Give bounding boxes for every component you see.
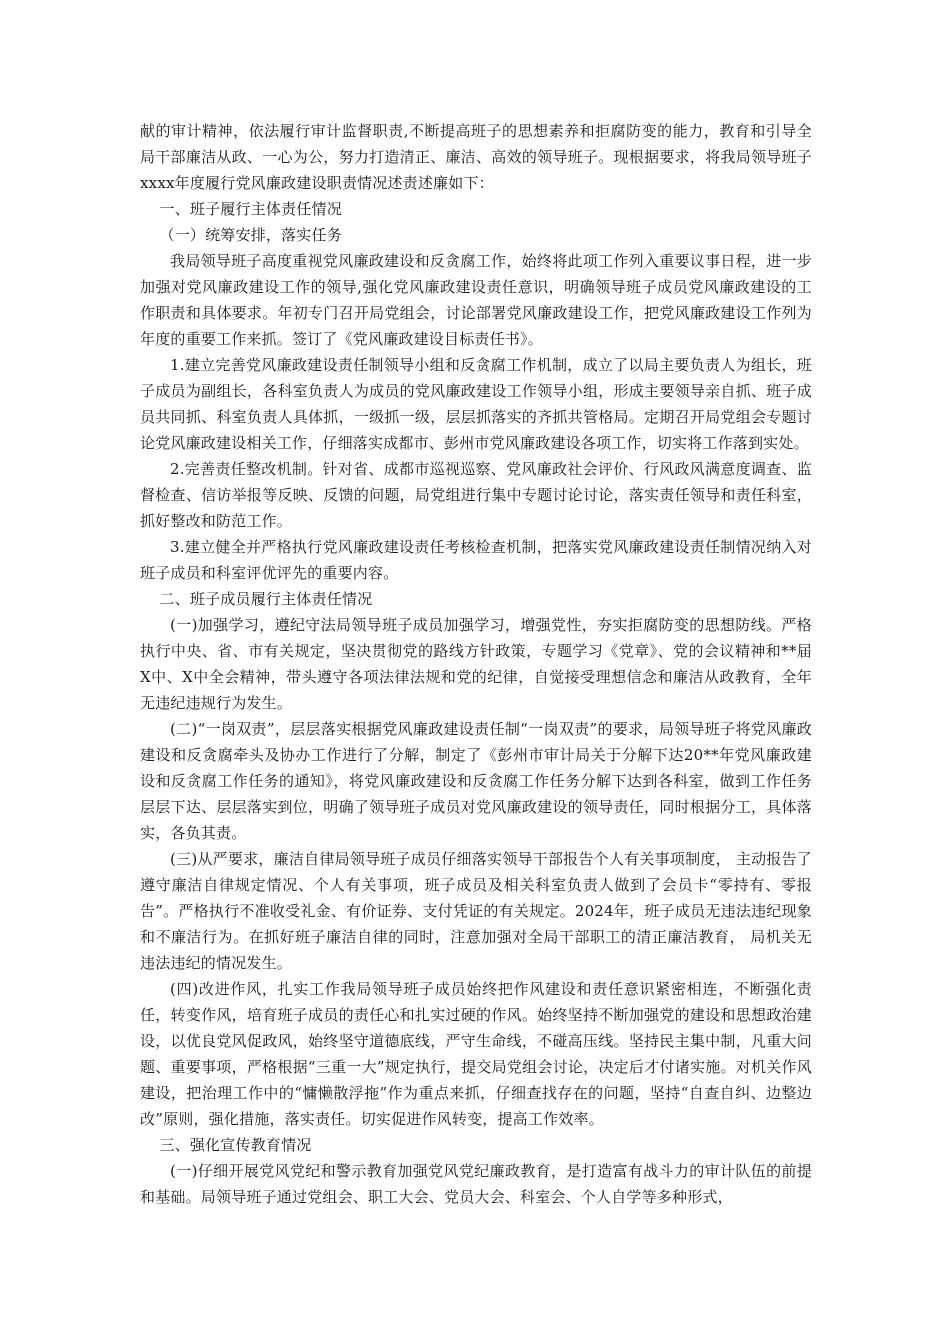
document-body: [140, 118, 812, 1210]
section-heading-3: 三、强化宣传教育情况: [159, 1136, 312, 1154]
paragraph-intro: 献的审计精神，依法履行审计监督职责,不断提高班子的思想素养和拒腐防变的能力，教育和引导全局干部廉洁从政、一心为公，努力打造清正、廉洁、高效的领导班子。现根据要求，将我局领导班子xxxx年度履行党风廉政建设职责情况述责述廉如下：: [140, 122, 812, 192]
paragraph-2-2: (二)“一岗双责”，层层落实根据党风廉政建设责任制“一岗双责”的要求，局领导班子将党风廉政建设和反贪腐牵头及协办工作进行了分解，制定了《彭州市审计局关于分解下达20**年党风廉政建设和反贪腐工作任务的通知》，将党风廉政建设和反贪腐工作任务分解下达到各科室，做到工作任务层层下达、层层落实到位，明确了领导班子成员对党风廉政建设的领导责任，同时根据分工，具体落实，各负其责。: [140, 720, 812, 842]
paragraph-2-3: (三)从严要求，廉洁自律局领导班子成员仔细落实领导干部报告个人有关事项制度， 主动报告了遵守廉洁自律规定情况、个人有关事项，班子成员及相关科室负责人做到了会员卡“零持有、零报告”。严格执行不准收受礼金、有价证券、支付凭证的有关规定。2024年，班子成员无违法违纪现象和不廉洁行为。在抓好班子廉洁自律的同时，注意加强对全局干部职工的清正廉洁教育， 局机关无违法违纪的情况发生。: [140, 850, 812, 972]
paragraph-2-1: (一)加强学习，遵纪守法局领导班子成员加强学习，增强党性，夯实拒腐防变的思想防线。严格执行中央、省、市有关规定，坚决贯彻党的路线方针政策，专题学习《党章》、党的会议精神和**届X中、X中全会精神，带头遵守各项法律法规和党的纪律，自觉接受理想信念和廉洁从政教育，全年无违纪违规行为发生。: [140, 616, 812, 712]
subsection-heading-1-1: （一）统筹安排，落实任务: [159, 226, 342, 244]
paragraph-2-4: (四)改进作风，扎实工作我局领导班子成员始终把作风建设和责任意识紧密相连，不断强化责任，转变作风，培育班子成员的责任心和扎实过硬的作风。始终坚持不断加强党的建设和思想政治建设，以优良党风促政风，始终坚守道德底线，严守生命线，不碰高压线。坚持民主集中制，凡重大问题、重要事项，严格根据“三重一大”规定执行，提交局党组会讨论，决定后才付诸实施。对机关作风建设，把治理工作中的“慵懒散浮拖”作为重点来抓，仔细查找存在的问题，坚持“自查自纠、边整边改”原则，强化措施，落实责任。切实促进作风转变，提高工作效率。: [140, 980, 812, 1128]
paragraph-3-1: (一)仔细开展党风党纪和警示教育加强党风党纪廉政教育，是打造富有战斗力的审计队伍的前提和基础。局领导班子通过党组会、职工大会、党员大会、科室会、个人自学等多种形式，: [140, 1162, 812, 1206]
section-heading-1: 一、班子履行主体责任情况: [159, 200, 342, 218]
paragraph-item-3: 3.建立健全并严格执行党风廉政建设责任考核检查机制，把落实党风廉政建设责任制情况纳入对班子成员和科室评优评先的重要内容。: [140, 538, 812, 582]
section-heading-2: 二、班子成员履行主体责任情况: [159, 590, 373, 608]
paragraph-item-1: 1.建立完善党风廉政建设责任制领导小组和反贪腐工作机制，成立了以局主要负责人为组长，班子成员为副组长，各科室负责人为成员的党风廉政建设工作领导小组，形成主要领导亲自抓、班子成员共同抓、科室负责人具体抓，一级抓一级，层层抓落实的齐抓共管格局。定期召开局党组会专题讨论党风廉政建设相关工作，仔细落实成都市、彭州市党风廉政建设各项工作，切实将工作落到实处。: [140, 356, 812, 452]
paragraph-item-2: 2.完善责任整改机制。针对省、成都市巡视巡察、党风廉政社会评价、行风政风满意度调查、监督检查、信访举报等反映、反馈的问题，局党组进行集中专题讨论讨论，落实责任领导和责任科室，抓好整改和防范工作。: [140, 460, 812, 530]
paragraph-1-1: 我局领导班子高度重视党风廉政建设和反贪腐工作，始终将此项工作列入重要议事日程，进一步加强对党风廉政建设工作的领导,强化党风廉政建设责任意识，明确领导班子成员党风廉政建设的工作职责和具体要求。年初专门召开局党组会，讨论部署党风廉政建设工作，把党风廉政建设工作列为年度的重要工作来抓。签订了《党风廉政建设目标责任书》。: [140, 252, 812, 348]
